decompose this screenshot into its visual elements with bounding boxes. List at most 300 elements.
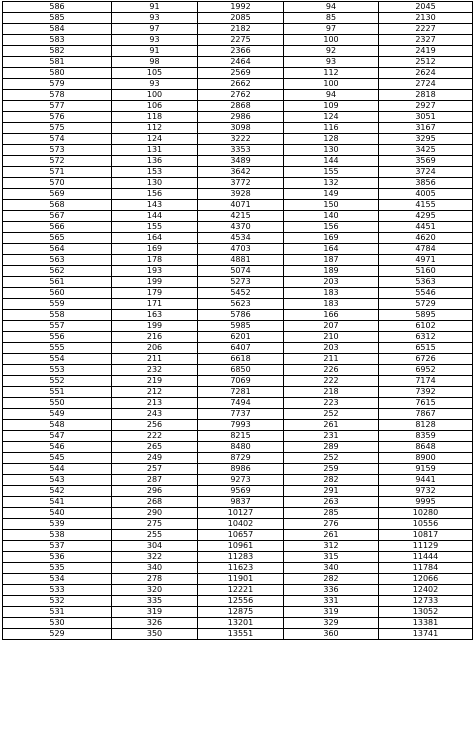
cumulative-a-cell: 4703 [198,244,284,255]
score-cell: 557 [3,321,112,332]
score-cell: 536 [3,552,112,563]
cumulative-b-cell: 11444 [379,552,473,563]
table-row [3,156,473,167]
cumulative-a-cell: 9569 [198,486,284,497]
count-a-cell: 131 [112,145,198,156]
count-a-cell: 143 [112,200,198,211]
score-cell: 553 [3,365,112,376]
count-a-cell: 156 [112,189,198,200]
score-cell: 531 [3,607,112,618]
count-b-cell: 315 [284,552,379,563]
count-a-cell: 322 [112,552,198,563]
table-row [3,200,473,211]
count-b-cell: 340 [284,563,379,574]
count-b-cell: 187 [284,255,379,266]
count-b-cell: 282 [284,574,379,585]
count-b-cell: 252 [284,409,379,420]
table-row [3,442,473,453]
table-row [3,101,473,112]
table-row [3,277,473,288]
table-row [3,387,473,398]
cumulative-a-cell: 6850 [198,365,284,376]
cumulative-b-cell: 13381 [379,618,473,629]
count-a-cell: 91 [112,46,198,57]
cumulative-a-cell: 5273 [198,277,284,288]
cumulative-b-cell: 4784 [379,244,473,255]
table-row [3,211,473,222]
cumulative-a-cell: 5786 [198,310,284,321]
score-cell: 564 [3,244,112,255]
cumulative-a-cell: 9273 [198,475,284,486]
count-a-cell: 163 [112,310,198,321]
table-row [3,574,473,585]
table-row [3,134,473,145]
count-a-cell: 153 [112,167,198,178]
cumulative-a-cell: 4534 [198,233,284,244]
score-cell: 547 [3,431,112,442]
score-cell: 558 [3,310,112,321]
cumulative-b-cell: 3051 [379,112,473,123]
count-a-cell: 91 [112,2,198,13]
score-cell: 581 [3,57,112,68]
cumulative-b-cell: 10556 [379,519,473,530]
table-row [3,508,473,519]
count-b-cell: 276 [284,519,379,530]
score-cell: 584 [3,24,112,35]
table-row [3,475,473,486]
table-row [3,310,473,321]
count-a-cell: 106 [112,101,198,112]
count-a-cell: 206 [112,343,198,354]
cumulative-a-cell: 2366 [198,46,284,57]
score-cell: 532 [3,596,112,607]
count-a-cell: 304 [112,541,198,552]
table-row [3,354,473,365]
count-b-cell: 92 [284,46,379,57]
count-b-cell: 100 [284,79,379,90]
count-b-cell: 85 [284,13,379,24]
table-row [3,24,473,35]
table-row [3,497,473,508]
table-row [3,321,473,332]
cumulative-b-cell: 8359 [379,431,473,442]
cumulative-b-cell: 9995 [379,497,473,508]
table-row [3,585,473,596]
cumulative-a-cell: 12556 [198,596,284,607]
table-row [3,519,473,530]
count-b-cell: 100 [284,35,379,46]
count-b-cell: 222 [284,376,379,387]
score-cell: 569 [3,189,112,200]
cumulative-a-cell: 5623 [198,299,284,310]
count-a-cell: 213 [112,398,198,409]
score-cell: 529 [3,629,112,640]
cumulative-a-cell: 8986 [198,464,284,475]
table-row [3,464,473,475]
count-a-cell: 105 [112,68,198,79]
score-cell: 571 [3,167,112,178]
count-a-cell: 93 [112,13,198,24]
cumulative-a-cell: 3642 [198,167,284,178]
cumulative-b-cell: 3425 [379,145,473,156]
cumulative-b-cell: 5895 [379,310,473,321]
cumulative-a-cell: 4881 [198,255,284,266]
cumulative-a-cell: 9837 [198,497,284,508]
count-a-cell: 98 [112,57,198,68]
score-cell: 538 [3,530,112,541]
table-row [3,13,473,24]
table-row [3,288,473,299]
cumulative-b-cell: 12402 [379,585,473,596]
score-cell: 578 [3,90,112,101]
score-cell: 551 [3,387,112,398]
count-a-cell: 155 [112,222,198,233]
table-row [3,332,473,343]
count-b-cell: 116 [284,123,379,134]
cumulative-b-cell: 2927 [379,101,473,112]
cumulative-a-cell: 12875 [198,607,284,618]
table-row [3,420,473,431]
cumulative-b-cell: 7392 [379,387,473,398]
table-row [3,189,473,200]
score-cell: 580 [3,68,112,79]
table-row [3,255,473,266]
score-cell: 542 [3,486,112,497]
score-cell: 545 [3,453,112,464]
cumulative-b-cell: 9441 [379,475,473,486]
count-b-cell: 132 [284,178,379,189]
count-b-cell: 259 [284,464,379,475]
score-cell: 533 [3,585,112,596]
table-row [3,563,473,574]
score-cell: 555 [3,343,112,354]
cumulative-a-cell: 11283 [198,552,284,563]
score-cell: 582 [3,46,112,57]
cumulative-a-cell: 8480 [198,442,284,453]
count-b-cell: 166 [284,310,379,321]
cumulative-a-cell: 3772 [198,178,284,189]
cumulative-a-cell: 4370 [198,222,284,233]
cumulative-b-cell: 7174 [379,376,473,387]
score-cell: 576 [3,112,112,123]
table-row [3,57,473,68]
count-a-cell: 199 [112,277,198,288]
count-a-cell: 255 [112,530,198,541]
score-cell: 579 [3,79,112,90]
count-b-cell: 94 [284,90,379,101]
table-row [3,607,473,618]
cumulative-b-cell: 3856 [379,178,473,189]
cumulative-b-cell: 2818 [379,90,473,101]
cumulative-a-cell: 2464 [198,57,284,68]
table-row [3,266,473,277]
count-b-cell: 291 [284,486,379,497]
table-row [3,376,473,387]
cumulative-a-cell: 10961 [198,541,284,552]
count-a-cell: 287 [112,475,198,486]
cumulative-a-cell: 3928 [198,189,284,200]
count-a-cell: 193 [112,266,198,277]
score-cell: 572 [3,156,112,167]
table-row [3,596,473,607]
cumulative-a-cell: 2569 [198,68,284,79]
count-a-cell: 222 [112,431,198,442]
table-row [3,552,473,563]
cumulative-b-cell: 6952 [379,365,473,376]
score-cell: 546 [3,442,112,453]
score-cell: 535 [3,563,112,574]
cumulative-b-cell: 2724 [379,79,473,90]
cumulative-b-cell: 3167 [379,123,473,134]
count-b-cell: 140 [284,211,379,222]
count-b-cell: 93 [284,57,379,68]
table-row [3,244,473,255]
count-a-cell: 257 [112,464,198,475]
table-row [3,167,473,178]
cumulative-a-cell: 2182 [198,24,284,35]
table-row [3,112,473,123]
count-a-cell: 219 [112,376,198,387]
count-b-cell: 128 [284,134,379,145]
cumulative-b-cell: 3569 [379,156,473,167]
count-a-cell: 278 [112,574,198,585]
count-b-cell: 144 [284,156,379,167]
table-row [3,398,473,409]
cumulative-b-cell: 2419 [379,46,473,57]
cumulative-b-cell: 8648 [379,442,473,453]
cumulative-b-cell: 6515 [379,343,473,354]
cumulative-a-cell: 7993 [198,420,284,431]
count-a-cell: 179 [112,288,198,299]
count-b-cell: 183 [284,288,379,299]
count-a-cell: 164 [112,233,198,244]
table-row [3,431,473,442]
cumulative-a-cell: 5074 [198,266,284,277]
count-a-cell: 319 [112,607,198,618]
cumulative-b-cell: 5729 [379,299,473,310]
count-b-cell: 336 [284,585,379,596]
count-b-cell: 226 [284,365,379,376]
cumulative-a-cell: 8215 [198,431,284,442]
count-b-cell: 211 [284,354,379,365]
cumulative-b-cell: 4971 [379,255,473,266]
cumulative-a-cell: 2275 [198,35,284,46]
count-b-cell: 218 [284,387,379,398]
table-row [3,233,473,244]
table-row [3,530,473,541]
table-row [3,618,473,629]
table-row [3,409,473,420]
score-cell: 534 [3,574,112,585]
table-row [3,90,473,101]
table-row [3,453,473,464]
cumulative-b-cell: 5546 [379,288,473,299]
count-b-cell: 252 [284,453,379,464]
count-b-cell: 263 [284,497,379,508]
count-b-cell: 319 [284,607,379,618]
count-a-cell: 100 [112,90,198,101]
cumulative-b-cell: 4451 [379,222,473,233]
table-row [3,299,473,310]
cumulative-a-cell: 10402 [198,519,284,530]
score-cell: 566 [3,222,112,233]
cumulative-a-cell: 3222 [198,134,284,145]
cumulative-b-cell: 2227 [379,24,473,35]
count-a-cell: 130 [112,178,198,189]
count-b-cell: 124 [284,112,379,123]
count-b-cell: 312 [284,541,379,552]
count-a-cell: 136 [112,156,198,167]
count-b-cell: 207 [284,321,379,332]
count-a-cell: 112 [112,123,198,134]
cumulative-b-cell: 4155 [379,200,473,211]
count-a-cell: 93 [112,79,198,90]
cumulative-b-cell: 7615 [379,398,473,409]
table-row [3,365,473,376]
cumulative-b-cell: 8900 [379,453,473,464]
count-a-cell: 171 [112,299,198,310]
count-b-cell: 360 [284,629,379,640]
cumulative-a-cell: 10657 [198,530,284,541]
cumulative-a-cell: 4215 [198,211,284,222]
cumulative-b-cell: 9732 [379,486,473,497]
table-row [3,35,473,46]
count-a-cell: 118 [112,112,198,123]
cumulative-b-cell: 4005 [379,189,473,200]
cumulative-b-cell: 10817 [379,530,473,541]
cumulative-b-cell: 2130 [379,13,473,24]
table-row [3,79,473,90]
score-cell: 541 [3,497,112,508]
cumulative-b-cell: 2045 [379,2,473,13]
cumulative-b-cell: 6312 [379,332,473,343]
cumulative-a-cell: 3353 [198,145,284,156]
count-b-cell: 329 [284,618,379,629]
score-table-body [3,2,473,640]
table-row [3,46,473,57]
cumulative-a-cell: 2662 [198,79,284,90]
cumulative-b-cell: 4295 [379,211,473,222]
count-b-cell: 203 [284,343,379,354]
cumulative-b-cell: 7867 [379,409,473,420]
cumulative-b-cell: 11129 [379,541,473,552]
cumulative-a-cell: 7494 [198,398,284,409]
score-cell: 586 [3,2,112,13]
table-row [3,2,473,13]
cumulative-b-cell: 12066 [379,574,473,585]
table-row [3,123,473,134]
cumulative-b-cell: 6726 [379,354,473,365]
table-row [3,145,473,156]
count-a-cell: 178 [112,255,198,266]
cumulative-a-cell: 11623 [198,563,284,574]
count-a-cell: 265 [112,442,198,453]
cumulative-b-cell: 2512 [379,57,473,68]
count-b-cell: 261 [284,420,379,431]
score-cell: 549 [3,409,112,420]
count-b-cell: 156 [284,222,379,233]
count-a-cell: 144 [112,211,198,222]
score-cell: 561 [3,277,112,288]
count-a-cell: 275 [112,519,198,530]
cumulative-a-cell: 5452 [198,288,284,299]
cumulative-a-cell: 13551 [198,629,284,640]
cumulative-a-cell: 13201 [198,618,284,629]
cumulative-a-cell: 7281 [198,387,284,398]
count-b-cell: 210 [284,332,379,343]
cumulative-a-cell: 3489 [198,156,284,167]
cumulative-b-cell: 4620 [379,233,473,244]
count-b-cell: 149 [284,189,379,200]
count-b-cell: 112 [284,68,379,79]
count-a-cell: 320 [112,585,198,596]
count-a-cell: 290 [112,508,198,519]
score-cell: 577 [3,101,112,112]
cumulative-b-cell: 5363 [379,277,473,288]
score-cell: 539 [3,519,112,530]
count-a-cell: 340 [112,563,198,574]
score-cell: 530 [3,618,112,629]
score-cell: 568 [3,200,112,211]
cumulative-a-cell: 2868 [198,101,284,112]
score-cell: 554 [3,354,112,365]
score-cell: 537 [3,541,112,552]
count-a-cell: 232 [112,365,198,376]
cumulative-a-cell: 1992 [198,2,284,13]
cumulative-b-cell: 13052 [379,607,473,618]
cumulative-a-cell: 2085 [198,13,284,24]
count-a-cell: 256 [112,420,198,431]
count-b-cell: 231 [284,431,379,442]
count-b-cell: 282 [284,475,379,486]
score-cell: 548 [3,420,112,431]
table-row [3,222,473,233]
count-a-cell: 169 [112,244,198,255]
score-cell: 559 [3,299,112,310]
count-b-cell: 261 [284,530,379,541]
cumulative-a-cell: 6618 [198,354,284,365]
score-cell: 573 [3,145,112,156]
cumulative-b-cell: 11784 [379,563,473,574]
count-b-cell: 223 [284,398,379,409]
cumulative-b-cell: 8128 [379,420,473,431]
count-b-cell: 289 [284,442,379,453]
score-cell: 560 [3,288,112,299]
cumulative-a-cell: 10127 [198,508,284,519]
count-a-cell: 350 [112,629,198,640]
count-b-cell: 169 [284,233,379,244]
cumulative-b-cell: 2624 [379,68,473,79]
cumulative-a-cell: 12221 [198,585,284,596]
score-cell: 562 [3,266,112,277]
count-a-cell: 199 [112,321,198,332]
count-a-cell: 211 [112,354,198,365]
count-b-cell: 130 [284,145,379,156]
score-cell: 570 [3,178,112,189]
count-a-cell: 124 [112,134,198,145]
score-cell: 567 [3,211,112,222]
count-b-cell: 164 [284,244,379,255]
cumulative-b-cell: 13741 [379,629,473,640]
cumulative-b-cell: 2327 [379,35,473,46]
score-cell: 550 [3,398,112,409]
table-row [3,68,473,79]
score-table [2,1,473,640]
score-cell: 552 [3,376,112,387]
cumulative-a-cell: 6407 [198,343,284,354]
count-b-cell: 109 [284,101,379,112]
cumulative-b-cell: 3724 [379,167,473,178]
